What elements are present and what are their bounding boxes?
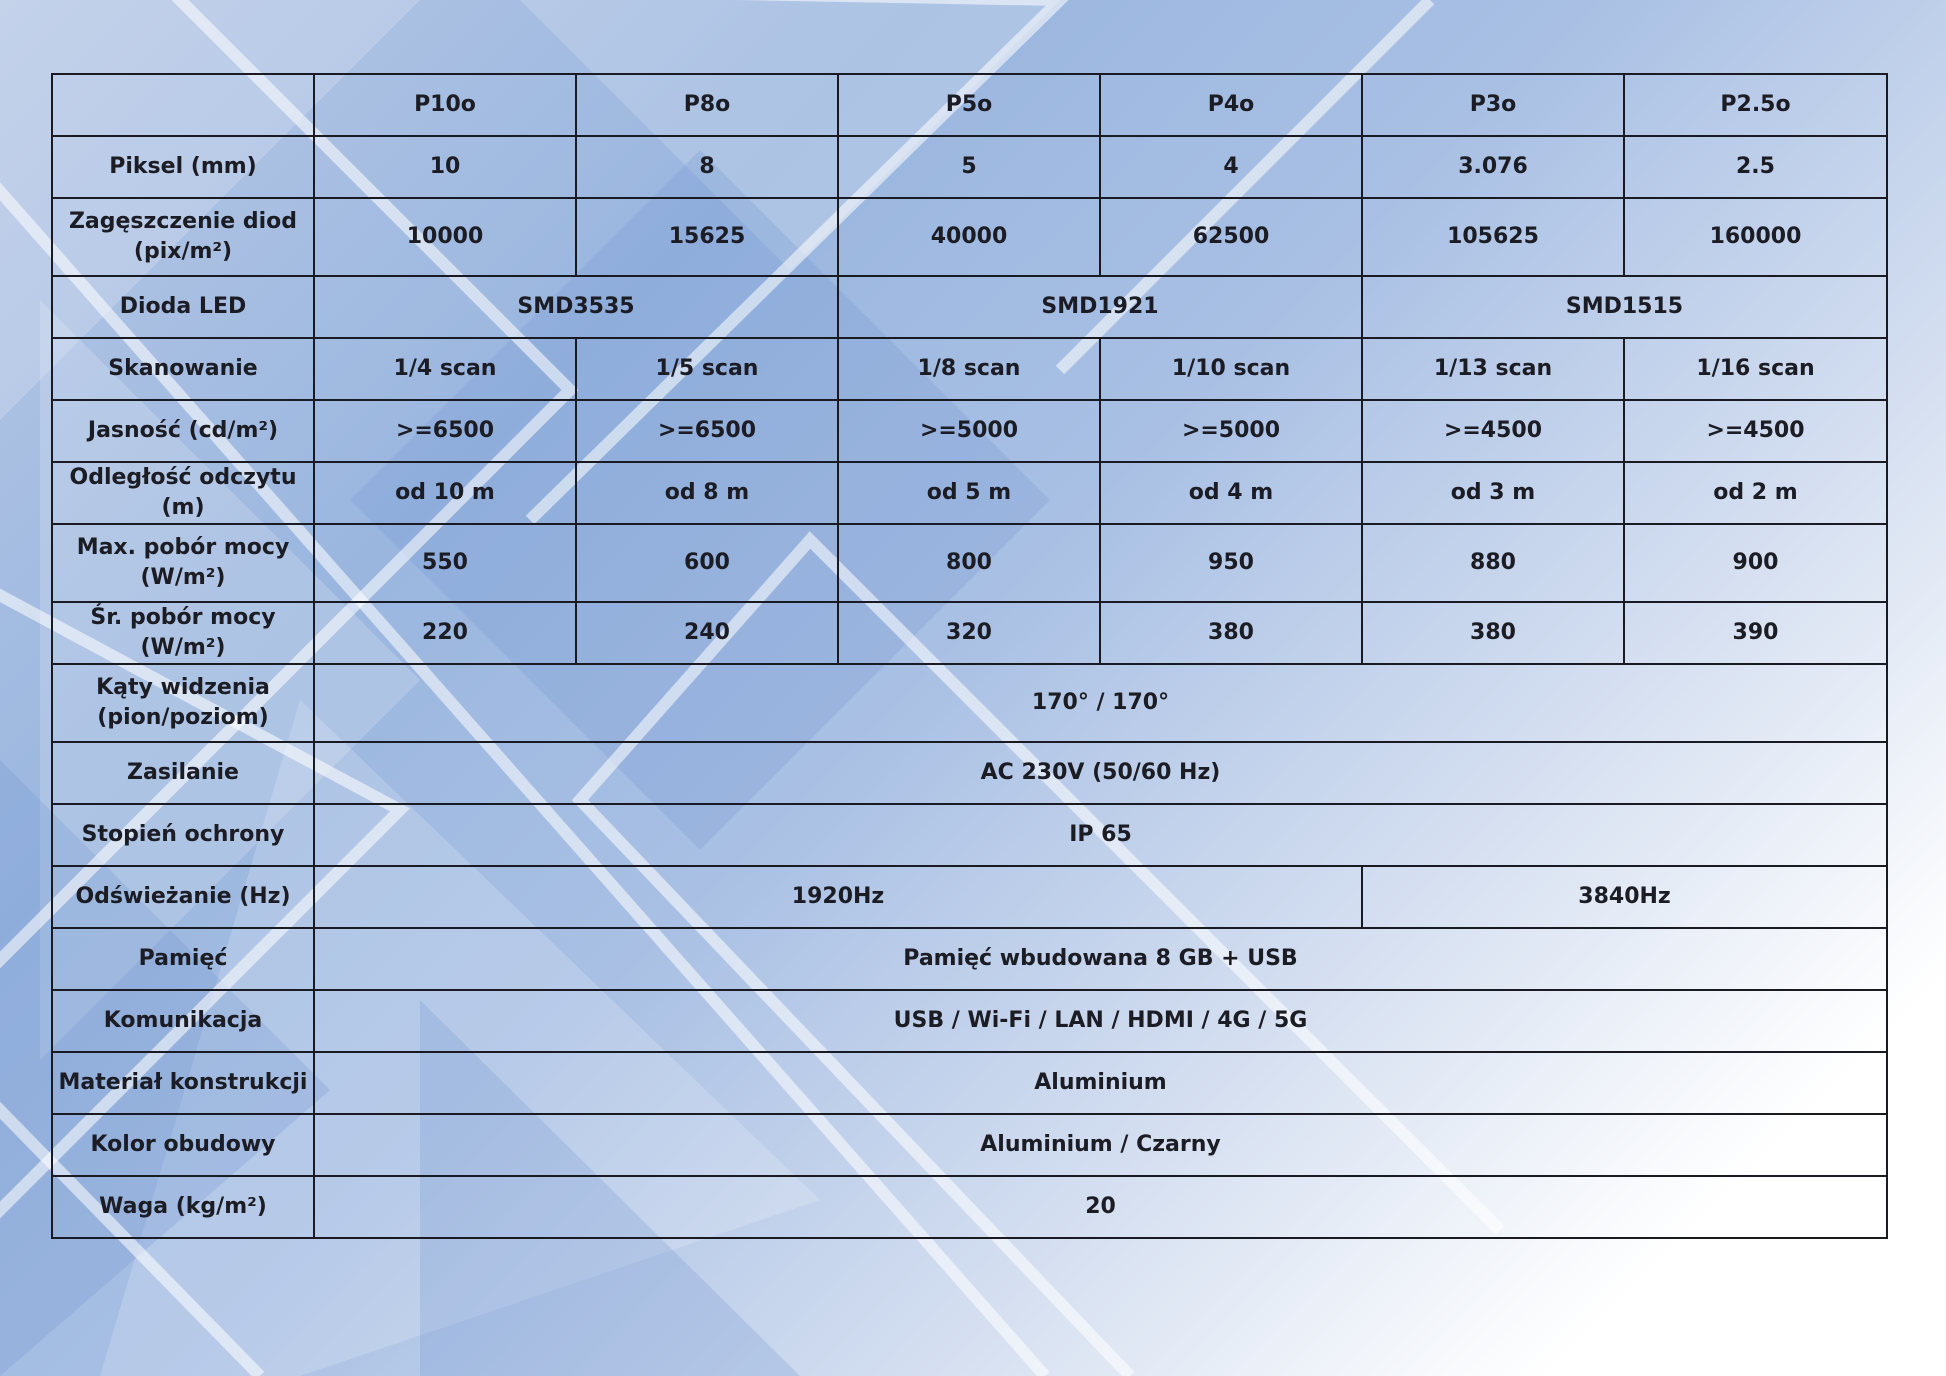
table-row-distance bbox=[52, 462, 1887, 524]
table-cell: 220 bbox=[314, 602, 576, 664]
table-cell: 1/4 scan bbox=[314, 338, 576, 400]
table-cell: >=5000 bbox=[1100, 400, 1362, 462]
table-row-pixel bbox=[52, 136, 1887, 198]
table-cell: 950 bbox=[1100, 524, 1362, 602]
table-cell: od 10 m bbox=[314, 462, 576, 524]
table-cell: >=5000 bbox=[838, 400, 1100, 462]
table-row-communication bbox=[52, 990, 1887, 1052]
table-cell: 1/10 scan bbox=[1100, 338, 1362, 400]
corner-cell bbox=[52, 74, 314, 136]
table-cell: 380 bbox=[1362, 602, 1624, 664]
table-cell: 170° / 170° bbox=[314, 664, 1887, 742]
row-label: Zagęszczenie diod (pix/m²) bbox=[52, 198, 314, 276]
table-cell: 10000 bbox=[314, 198, 576, 276]
table-cell: 40000 bbox=[838, 198, 1100, 276]
table-cell: 880 bbox=[1362, 524, 1624, 602]
table-row-protection bbox=[52, 804, 1887, 866]
row-label: Piksel (mm) bbox=[52, 136, 314, 198]
table-cell: 1/5 scan bbox=[576, 338, 838, 400]
table-cell: 1/13 scan bbox=[1362, 338, 1624, 400]
row-label: Kąty widzenia (pion/poziom) bbox=[52, 664, 314, 742]
table-cell: 1/8 scan bbox=[838, 338, 1100, 400]
table-cell: 62500 bbox=[1100, 198, 1362, 276]
table-cell: 1/16 scan bbox=[1624, 338, 1887, 400]
table-cell: od 3 m bbox=[1362, 462, 1624, 524]
model-header: P3o bbox=[1362, 74, 1624, 136]
table-row-led bbox=[52, 276, 1887, 338]
table-cell: od 8 m bbox=[576, 462, 838, 524]
row-label: Stopień ochrony bbox=[52, 804, 314, 866]
table-row-viewing-angle bbox=[52, 664, 1887, 742]
table-cell: od 2 m bbox=[1624, 462, 1887, 524]
row-label: Skanowanie bbox=[52, 338, 314, 400]
row-label: Dioda LED bbox=[52, 276, 314, 338]
table-cell: Aluminium bbox=[314, 1052, 1887, 1114]
row-label: Odświeżanie (Hz) bbox=[52, 866, 314, 928]
table-cell: 5 bbox=[838, 136, 1100, 198]
table-row-brightness bbox=[52, 400, 1887, 462]
table-row-memory bbox=[52, 928, 1887, 990]
table-cell: SMD1515 bbox=[1362, 276, 1887, 338]
table-cell: >=6500 bbox=[576, 400, 838, 462]
model-header: P4o bbox=[1100, 74, 1362, 136]
table-row-refresh bbox=[52, 866, 1887, 928]
model-header: P5o bbox=[838, 74, 1100, 136]
row-label: Kolor obudowy bbox=[52, 1114, 314, 1176]
row-label: Pamięć bbox=[52, 928, 314, 990]
row-label: Materiał konstrukcji bbox=[52, 1052, 314, 1114]
row-label: Max. pobór mocy (W/m²) bbox=[52, 524, 314, 602]
row-label: Odległość odczytu (m) bbox=[52, 462, 314, 524]
row-label: Waga (kg/m²) bbox=[52, 1176, 314, 1238]
table-cell: 105625 bbox=[1362, 198, 1624, 276]
table-cell: 550 bbox=[314, 524, 576, 602]
row-label: Zasilanie bbox=[52, 742, 314, 804]
table-cell: od 5 m bbox=[838, 462, 1100, 524]
table-cell: 160000 bbox=[1624, 198, 1887, 276]
table-cell: Pamięć wbudowana 8 GB + USB bbox=[314, 928, 1887, 990]
table-cell: 3840Hz bbox=[1362, 866, 1887, 928]
table-cell: 240 bbox=[576, 602, 838, 664]
row-label: Komunikacja bbox=[52, 990, 314, 1052]
model-header: P8o bbox=[576, 74, 838, 136]
table-cell: 390 bbox=[1624, 602, 1887, 664]
table-cell: Aluminium / Czarny bbox=[314, 1114, 1887, 1176]
table-cell: od 4 m bbox=[1100, 462, 1362, 524]
table-cell: 380 bbox=[1100, 602, 1362, 664]
model-header: P2.5o bbox=[1624, 74, 1887, 136]
table-cell: AC 230V (50/60 Hz) bbox=[314, 742, 1887, 804]
table-cell: 4 bbox=[1100, 136, 1362, 198]
table-row-avg-power bbox=[52, 602, 1887, 664]
table-row-max-power bbox=[52, 524, 1887, 602]
table-cell: SMD3535 bbox=[314, 276, 838, 338]
table-cell: 900 bbox=[1624, 524, 1887, 602]
table-cell: 20 bbox=[314, 1176, 1887, 1238]
table-cell: >=4500 bbox=[1362, 400, 1624, 462]
header-row bbox=[52, 74, 1887, 136]
table-row-material bbox=[52, 1052, 1887, 1114]
table-cell: 8 bbox=[576, 136, 838, 198]
table-cell: 320 bbox=[838, 602, 1100, 664]
table-cell: SMD1921 bbox=[838, 276, 1362, 338]
table-row-scan bbox=[52, 338, 1887, 400]
table-cell: >=4500 bbox=[1624, 400, 1887, 462]
table-cell: 1920Hz bbox=[314, 866, 1362, 928]
table-cell: USB / Wi-Fi / LAN / HDMI / 4G / 5G bbox=[314, 990, 1887, 1052]
table-cell: 15625 bbox=[576, 198, 838, 276]
table-row-power-supply bbox=[52, 742, 1887, 804]
model-header: P10o bbox=[314, 74, 576, 136]
table-cell: 10 bbox=[314, 136, 576, 198]
table-cell: 3.076 bbox=[1362, 136, 1624, 198]
table-row-housing-color bbox=[52, 1114, 1887, 1176]
table-cell: 2.5 bbox=[1624, 136, 1887, 198]
row-label: Jasność (cd/m²) bbox=[52, 400, 314, 462]
table-cell: 600 bbox=[576, 524, 838, 602]
table-cell: >=6500 bbox=[314, 400, 576, 462]
table-row-weight bbox=[52, 1176, 1887, 1238]
spec-table bbox=[51, 73, 1888, 1239]
table-cell: 800 bbox=[838, 524, 1100, 602]
table-row-density bbox=[52, 198, 1887, 276]
table-cell: IP 65 bbox=[314, 804, 1887, 866]
row-label: Śr. pobór mocy (W/m²) bbox=[52, 602, 314, 664]
